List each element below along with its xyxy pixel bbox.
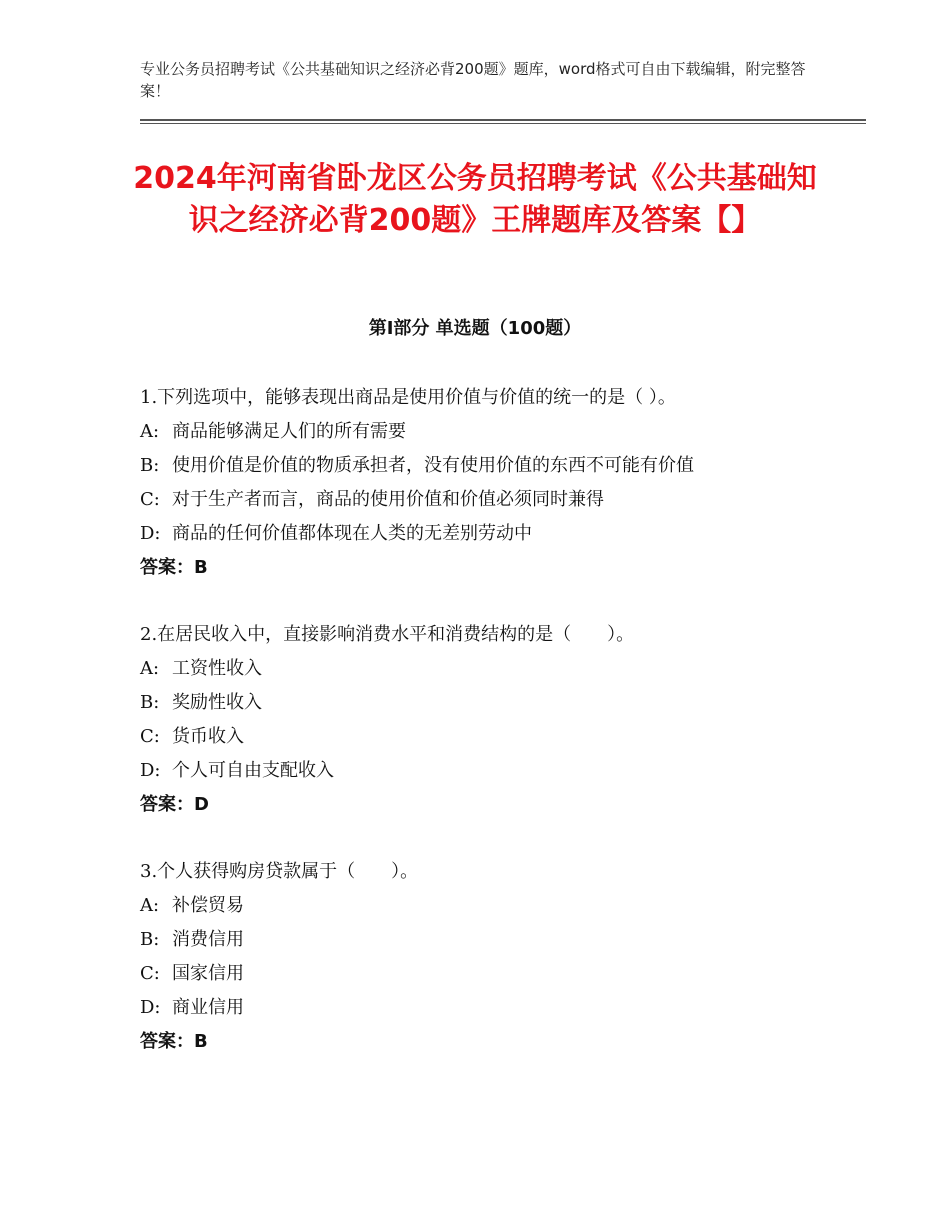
option-a [140,415,840,449]
option-text: 消费信用 [172,929,244,950]
question-3 [140,855,840,1059]
option-letter: B: [140,929,160,950]
option-letter: B: [140,455,160,476]
option-letter: D: [140,760,161,781]
option-text: 对于生产者而言，商品的使用价值和价值必须同时兼得 [172,489,604,510]
header-note: 专业公务员招聘考试《公共基础知识之经济必背200题》题库，word格式可自由下载编辑，附完整答案！ [140,60,806,100]
option-text: 商品的任何价值都体现在人类的无差别劳动中 [172,523,532,544]
option-letter: C: [140,489,160,510]
header-divider [140,119,866,121]
option-d [140,991,840,1025]
option-text: 国家信用 [172,963,244,984]
option-d [140,517,840,551]
option-b [140,449,840,483]
option-letter: A: [140,895,160,916]
question-stem: 2.在居民收入中，直接影响消费水平和消费结构的是（ ）。 [140,624,635,645]
document-title: 2024年河南省卧龙区公务员招聘考试《公共基础知识之经济必背200题》王牌题库及答案【】 [133,161,817,238]
question-stem: 3.个人获得购房贷款属于（ ）。 [140,861,419,882]
option-text: 使用价值是价值的物质承担者，没有使用价值的东西不可能有价值 [172,455,694,476]
option-letter: C: [140,726,160,747]
option-c [140,483,840,517]
option-letter: A: [140,421,160,442]
answer-value: B [194,1031,208,1052]
option-letter: D: [140,523,161,544]
option-letter: B: [140,692,160,713]
answer-label: 答案： [140,1031,194,1052]
option-text: 货币收入 [172,726,244,747]
answer-value: D [194,794,209,815]
option-d [140,754,840,788]
option-c [140,957,840,991]
question-1 [140,381,840,585]
option-a [140,652,840,686]
question-list [140,381,840,1092]
option-letter: D: [140,997,161,1018]
option-text: 补偿贸易 [172,895,244,916]
option-text: 奖励性收入 [172,692,262,713]
option-b [140,686,840,720]
option-text: 商品能够满足人们的所有需要 [172,421,406,442]
option-text: 个人可自由支配收入 [172,760,334,781]
answer-value: B [194,557,208,578]
answer-line [140,551,840,585]
answer-line [140,1025,840,1059]
option-letter: A: [140,658,160,679]
question-stem: 1.下列选项中，能够表现出商品是使用价值与价值的统一的是（ ）。 [140,387,676,408]
answer-line [140,788,840,822]
option-letter: C: [140,963,160,984]
answer-label: 答案： [140,557,194,578]
question-2 [140,618,840,822]
option-text: 工资性收入 [172,658,262,679]
answer-label: 答案： [140,794,194,815]
option-b [140,923,840,957]
option-text: 商业信用 [172,997,244,1018]
option-a [140,889,840,923]
header-divider-thin [140,123,866,124]
option-c [140,720,840,754]
section-title: 第I部分 单选题（100题） [368,318,582,339]
